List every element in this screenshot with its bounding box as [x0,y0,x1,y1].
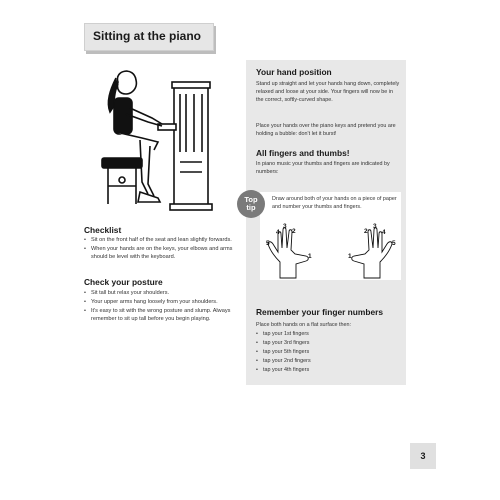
left-finger-2-label: 2 [292,228,296,235]
girl-figure-icon [108,71,162,202]
list-item: • tap your 4th fingers [256,366,401,374]
right-finger-1-label: 1 [348,253,352,260]
right-finger-5-label: 5 [392,240,396,247]
right-hand-icon [352,228,392,278]
piano-stool-icon [102,158,142,204]
right-finger-4-label: 4 [382,229,386,236]
hand-position-para1: Stand up straight and let your hands hang down, completely relaxed and loose at your side. Your fingers will now be in the correct, softly-curved shape. [256,81,400,103]
remember-heading: Remember your finger numbers [256,307,384,317]
top-tip-text: Draw around both of your hands on a piece of paper and number your thumbs and fingers. [272,196,397,210]
posture-heading: Check your posture [84,277,163,287]
remember-list [256,330,401,375]
left-hand-icon [268,228,308,278]
hands-diagram [262,222,400,280]
checklist-list [84,236,244,262]
posture-list [84,289,244,324]
page-number: 3 [410,443,436,469]
remember-intro: Place both hands on a flat surface then: [256,322,351,328]
left-finger-3-label: 3 [283,223,287,230]
list-item: • tap your 1st fingers [256,330,401,338]
list-item: • tap your 5th fingers [256,348,401,356]
list-item: • Sit tall but relax your shoulders. [84,289,244,297]
list-item: • tap your 2nd fingers [256,357,401,365]
list-item: • Sit on the front half of the seat and lean slightly forwards. [84,236,244,244]
right-finger-3-label: 3 [373,223,377,230]
left-finger-5-label: 5 [266,240,270,247]
fingers-heading: All fingers and thumbs! [256,148,350,158]
list-item: • It's easy to sit with the wrong posture and slump. Always remember to sit up tall before you begin playing. [84,307,244,323]
page-title: Sitting at the piano [93,29,201,43]
list-item: • When your hands are on the keys, your elbows and arms should be level with the keyboard. [84,245,244,261]
checklist-heading: Checklist [84,225,122,235]
top-tip-badge-line1: Top [244,195,258,204]
left-finger-1-label: 1 [308,253,312,260]
right-finger-2-label: 2 [364,228,368,235]
fingers-text: In piano music your thumbs and fingers are indicated by numbers: [256,161,390,175]
left-finger-4-label: 4 [276,229,280,236]
hand-position-heading: Your hand position [256,67,332,77]
page-title-box [84,23,214,51]
piano-girl-illustration [96,62,236,222]
top-tip-badge-line2: tip [246,203,256,212]
hand-position-para2: Place your hands over the piano keys and pretend you are holding a bubble: don't let it burst! [256,123,396,137]
list-item: • tap your 3rd fingers [256,339,401,347]
upright-piano-icon [158,82,212,210]
list-item: • Your upper arms hang loosely from your shoulders. [84,298,244,306]
top-tip-badge [237,190,265,218]
